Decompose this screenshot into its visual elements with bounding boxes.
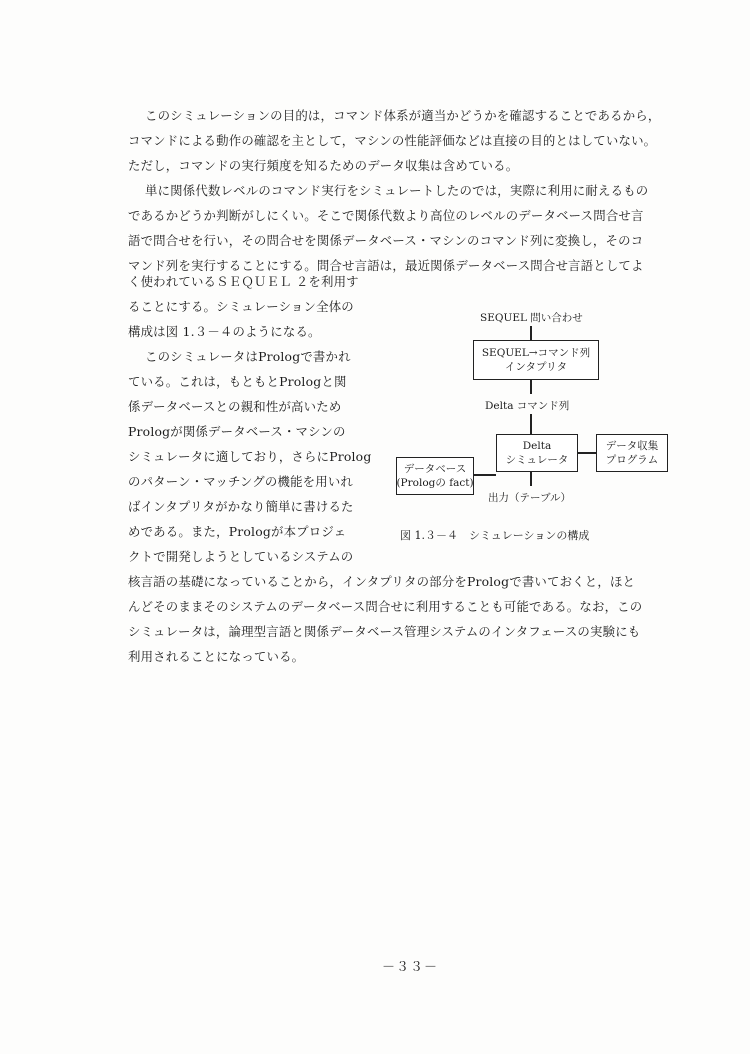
text-line: このシミュレーションの目的は，コマンド体系が適当かどうかを確認することであるから， xyxy=(145,108,661,123)
text-line: ばインタプリタがかなり簡単に書けるた xyxy=(128,499,354,514)
text-line: 利用されることになっている。 xyxy=(128,649,305,664)
text-line: コマンドによる動作の確認を主として，マシンの性能評価などは直接の目的とはしていない。 xyxy=(128,133,657,148)
database-title: データベース xyxy=(403,463,467,475)
text-line: 語で問合せを行い，その問合せを関係データベース・マシンのコマンド列に変換し，そのコ xyxy=(128,233,644,248)
interpreter-title: SEQUEL→コマンド列 xyxy=(481,347,591,359)
delta-title: Delta xyxy=(522,440,552,452)
database-box xyxy=(396,457,474,495)
connector-line xyxy=(530,472,532,486)
text-line: 単に関係代数レベルのコマンド実行をシミュレートしたのでは，実際に利用に耐えるもの xyxy=(145,183,649,198)
text-line: のパターン・マッチングの機能を用いれ xyxy=(128,474,354,489)
connector-line xyxy=(530,414,532,434)
text-line: ている。これは，もともとPrologと関 xyxy=(128,374,347,389)
output-label: 出力（テーブル） xyxy=(488,492,572,504)
text-line: く使われているＳＥＱＵＥＬ ２を利用す xyxy=(128,274,359,289)
text-line: であるかどうか判断がしにくい。そこで関係代数より高位のレベルのデータベース問合せ言 xyxy=(128,208,644,223)
delta-command-label: Delta コマンド列 xyxy=(485,400,570,412)
text-line: このシミュレータはPrologで書かれ xyxy=(145,349,351,364)
connector-line xyxy=(530,326,532,340)
text-line: ただし，コマンドの実行頻度を知るためのデータ収集は含めている。 xyxy=(128,158,519,173)
connector-line xyxy=(530,380,532,394)
text-line: クトで開発しようとしているシステムの xyxy=(128,549,354,564)
sequel-query-label: SEQUEL 問い合わせ xyxy=(480,312,583,324)
text-line: 係データベースとの親和性が高いため xyxy=(128,399,342,414)
interpreter-subtitle: インタプリタ xyxy=(504,361,568,373)
page-number: －３３－ xyxy=(382,960,439,975)
delta-simulator-box xyxy=(496,434,578,472)
text-line: めである。また，Prologが本プロジェ xyxy=(128,524,347,539)
database-subtitle: (Prologの fact) xyxy=(396,477,474,489)
text-line: シミュレータは，論理型言語と関係データベース管理システムのインタフェースの実験にも xyxy=(128,624,641,639)
text-line: ることにする。シミュレーション全体の xyxy=(128,299,354,314)
collector-title: データ収集 xyxy=(605,440,659,452)
interpreter-box xyxy=(473,340,599,380)
text-line: 核言語の基礎になっていることから，インタプリタの部分をPrologで書いておくと，ほと xyxy=(128,574,636,589)
text-line: シミュレータに適しており，さらにProlog xyxy=(128,449,372,464)
text-line: マンド列を実行することにする。問合せ言語は，最近関係データベース問合せ言語としてよ xyxy=(128,258,644,273)
connector-line xyxy=(474,474,496,476)
text-line: 構成は図 1.３－４のようになる。 xyxy=(128,324,321,339)
text-line: んどそのままそのシステムのデータベース問合せに利用することも可能である。なお，この xyxy=(128,599,643,614)
collector-subtitle: プログラム xyxy=(605,454,659,466)
connector-line xyxy=(578,452,596,454)
delta-subtitle: シミュレータ xyxy=(505,454,569,466)
data-collector-box xyxy=(596,434,668,472)
text-line: Prologが関係データベース・マシンの xyxy=(128,424,346,439)
figure-caption: 図 1.３－４ シミュレーションの構成 xyxy=(400,529,590,542)
